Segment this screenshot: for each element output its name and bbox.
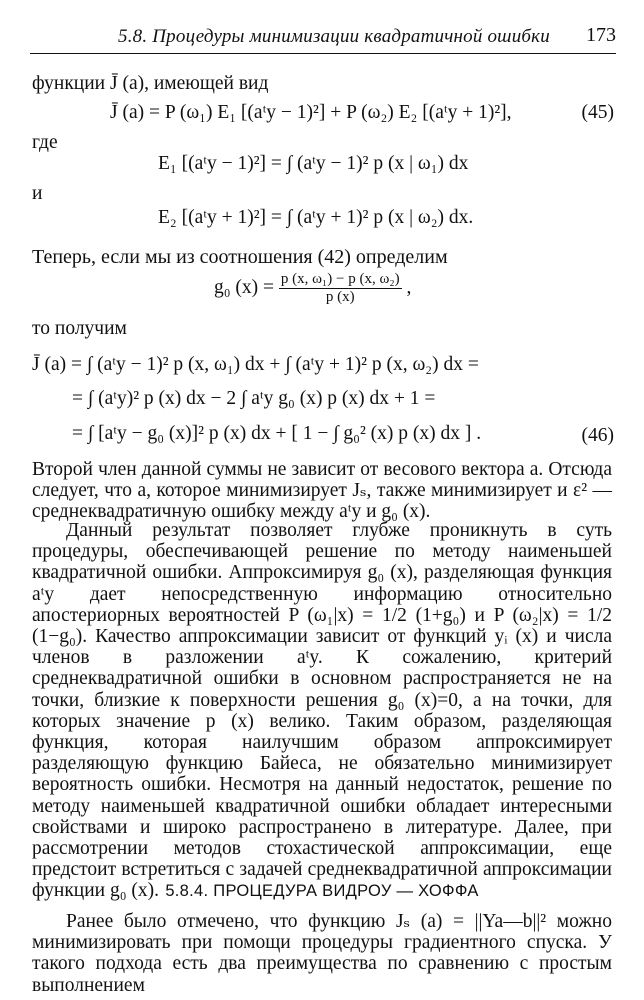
equation-45: J̄ (a) = P (ω₁) E₁ [(aᵗy − 1)²] + P (ω₂) E₂ [(aᵗy + 1)²], [110, 102, 512, 123]
paragraph-3: Ранее было отмечено, что функцию Jₛ (a) = ||Ya—b||² можно минимизировать при помощи процедуры градиентного спуска. У такого подхода есть два преимущества по сравнению с простым выполнением [32, 911, 612, 996]
paragraph-2: Данный результат позволяет глубже проникнуть в суть процедуры, обеспечивающей решение по методу наименьшей квадратичной ошибки. Аппроксимируя g₀ (x), разделяющая функция aᵗy дает непосредственную информацию относительно апостериорных вероятностей P (ω₁|x) = 1/2 (1+g₀) и P (ω₂|x) = 1/2 (1−g₀). Качество аппроксимации зависит от функций yᵢ (x) и числа членов в разложении aᵗy. К сожалению, критерий среднеквадратичной ошибки в основном распространяется не на точки, близкие к поверхности решения g₀ (x)=0, а на точки, для которых значение p (x) велико. Таким образом, разделяющая функция, которая наилучшим образом аппроксимирует разделяющую функцию Байеса, не обязательно минимизирует вероятность ошибки. Несмотря на данный недостаток, решение по методу наименьшей квадратичной ошибки обладает интересными свойствами и широко распространено в литературе. Далее, при рассмотрении методов стохастической аппроксимации, еще предстоит встретиться с задачей среднеквадратичной аппроксимации функции g₀ (x). [32, 520, 612, 902]
header-rule [30, 53, 616, 54]
equation-46-line-2: = ∫ (aᵗy)² p (x) dx − 2 ∫ aᵗy g₀ (x) p (x) dx + 1 = [72, 388, 436, 409]
g0-comma: , [406, 276, 412, 298]
equation-45-number: (45) [581, 102, 614, 123]
where-word: где [32, 132, 58, 153]
section-heading: 5.8.4. ПРОЦЕДУРА ВИДРОУ — ХОФФА [165, 882, 479, 900]
we-get-line: то получим [32, 318, 127, 339]
paragraph-1: Второй член данной суммы не зависит от весового вектора a. Отсюда следует, что a, которое минимизирует Jₛ, также минимизирует и ε² — среднеквадратичную ошибку между aᵗy и g₀ (x). [32, 459, 612, 523]
equation-g0 [214, 271, 411, 306]
equation-46-line-1: J̄ (a) = ∫ (aᵗy − 1)² p (x, ω₁) dx + ∫ (aᵗy + 1)² p (x, ω₂) dx = [32, 354, 479, 375]
equation-46-number: (46) [581, 425, 614, 446]
g0-denominator: p (x) [325, 289, 355, 305]
intro-line: функции J̄ (a), имеющей вид [32, 73, 269, 94]
equation-e1: E₁ [(aᵗy − 1)²] = ∫ (aᵗy − 1)² p (x | ω₁) dx [158, 153, 469, 174]
equation-46-line-3: = ∫ [aᵗy − g₀ (x)]² p (x) dx + [ 1 − ∫ g₀² (x) p (x) dx ] . [72, 423, 482, 444]
g0-lhs: g₀ (x) = [214, 276, 275, 298]
g0-numerator: p (x, ω₁) − p (x, ω₂) [280, 271, 400, 287]
page-header [30, 24, 616, 54]
running-head: 5.8. Процедуры минимизации квадратичной ошибки [118, 26, 550, 47]
page-number: 173 [586, 24, 616, 46]
now-line: Теперь, если мы из соотношения (42) определим [32, 246, 448, 268]
and-word: и [32, 183, 43, 204]
equation-e2: E₂ [(aᵗy + 1)²] = ∫ (aᵗy + 1)² p (x | ω₂) dx. [158, 207, 474, 228]
g0-fraction [279, 271, 402, 306]
